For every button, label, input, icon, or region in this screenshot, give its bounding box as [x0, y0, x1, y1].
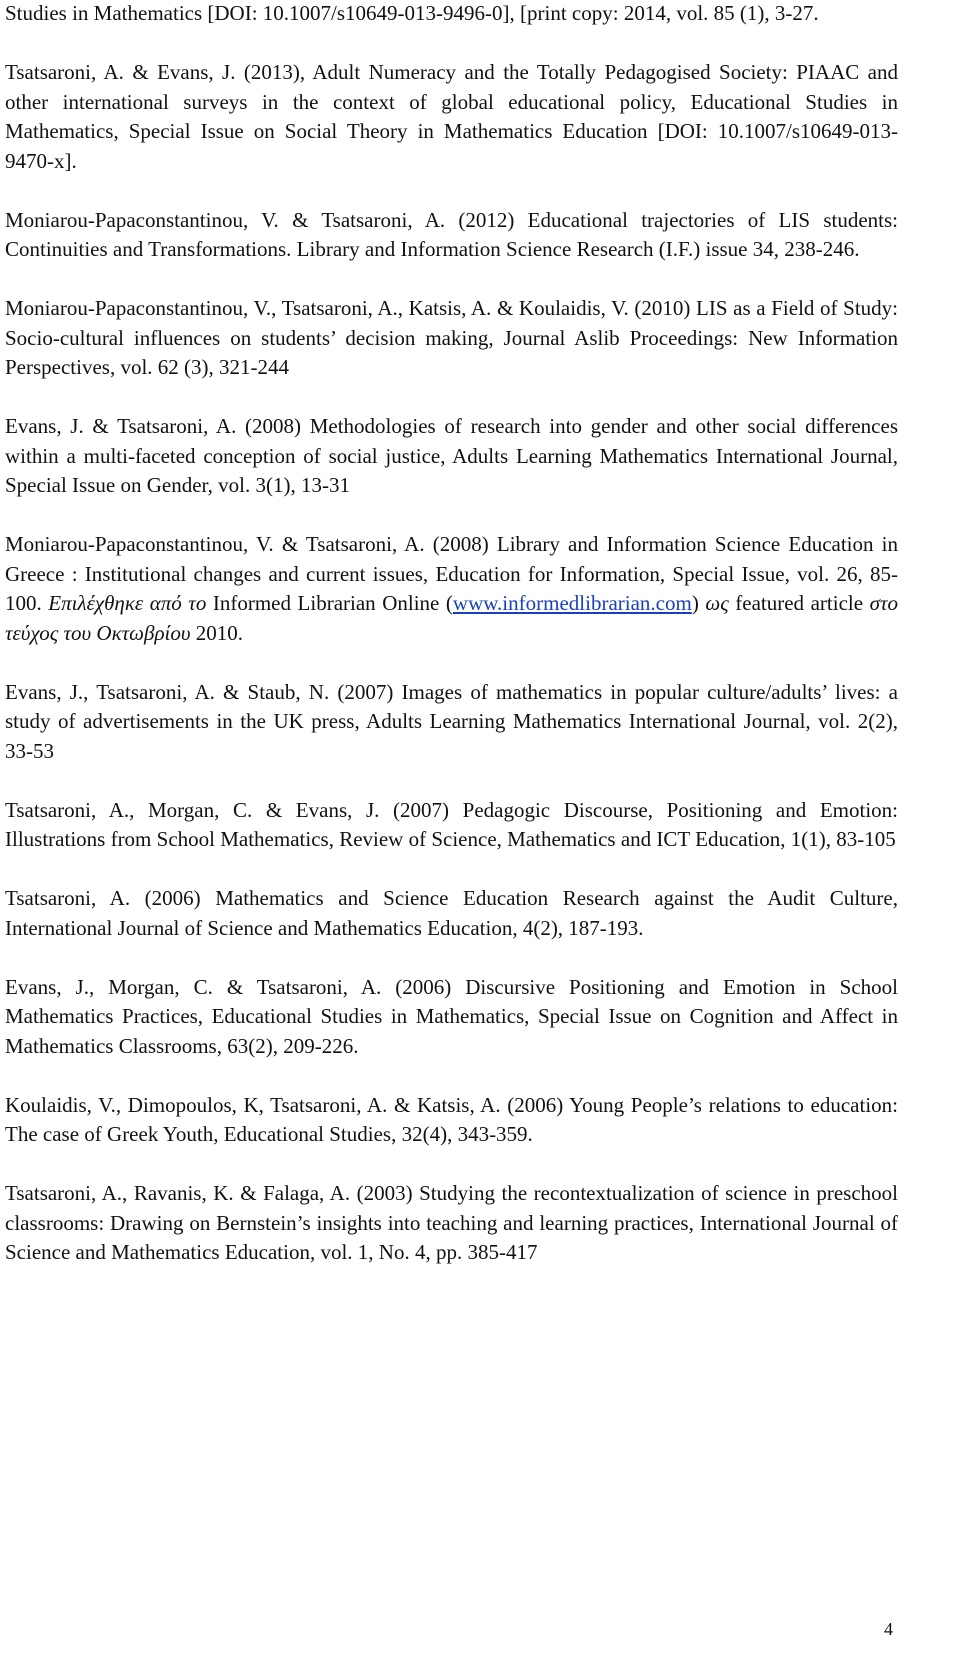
- reference-entry: Moniarou-Papaconstantinou, V. & Tsatsaroni, A. (2012) Educational trajectories of LIS students: Continuities and Transformations. Library and Information Science Research (I.F.) issue 34, 238-246.: [5, 207, 898, 261]
- reference-text: ): [691, 591, 706, 615]
- reference-entry: Evans, J., Tsatsaroni, A. & Staub, N. (2007) Images of mathematics in popular culture/adults’ lives: a study of advertisements in the UK press, Adults Learning Mathematics International Journal, vol. 2(2), 33-53: [5, 679, 898, 763]
- reference-entry: Moniarou-Papaconstantinou, V., Tsatsaroni, A., Katsis, A. & Koulaidis, V. (2010) LIS as a Field of Study: Socio-cultural influences on students’ decision making, Journal Aslib Proceedings: New Information Perspectives, vol. 62 (3), 321-244: [5, 296, 898, 379]
- greek-note: ως: [705, 591, 729, 615]
- page-number: 4: [884, 1619, 893, 1639]
- reference-text: 2010.: [190, 620, 244, 645]
- reference-entry: Tsatsaroni, A. (2006) Mathematics and Science Education Research against the Audit Culture, International Journal of Science and Mathematics Education, 4(2), 187-193.: [5, 886, 898, 940]
- reference-entry: Evans, J., Morgan, C. & Tsatsaroni, A. (2006) Discursive Positioning and Emotion in School Mathematics Practices, Educational Studies in Mathematics, Special Issue on Cognition and Affect in Mathematics Classrooms, 63(2), 209-226.: [5, 974, 898, 1058]
- reference-text: Moniarou-Papaconstantinou, V. & Tsatsaroni, A. (2008) Library and Information Science Education in Greece : Institutional changes and current issues, Education for Information, Special Issue, vol. 26, 85-100.: [5, 532, 898, 615]
- reference-entry: Koulaidis, V., Dimopoulos, K, Tsatsaroni, A. & Katsis, A. (2006) Young People’s relations to education: The case of Greek Youth, Educational Studies, 32(4), 343-359.: [5, 1092, 898, 1146]
- reference-text: Informed Librarian Online (: [206, 591, 453, 615]
- greek-note: στο τεύχος του Οκτωβρίου: [5, 591, 898, 645]
- reference-entry: Studies in Mathematics [DOI: 10.1007/s10649-013-9496-0], [print copy: 2014, vol. 85 (1), 3-27.: [5, 1, 819, 25]
- reference-entry: Tsatsaroni, A., Morgan, C. & Evans, J. (2007) Pedagogic Discourse, Positioning and Emotion: Illustrations from School Mathematics, Review of Science, Mathematics and ICT Education, 1(1), 83-105: [5, 797, 898, 851]
- reference-entry: Tsatsaroni, A., Ravanis, K. & Falaga, A. (2003) Studying the recontextualization of science in preschool classrooms: Drawing on Bernstein’s insights into teaching and learning practices, International Journal of Science and Mathematics Education, vol. 1, No. 4, pp. 385-417: [5, 1181, 898, 1264]
- greek-note: Επιλέχθηκε από το: [48, 591, 207, 615]
- reference-entry: Tsatsaroni, A. & Evans, J. (2013), Adult Numeracy and the Totally Pedagogised Society: PIAAC and other international surveys in the context of global educational policy, Educational Studies in Mathematics, Special Issue on Social Theory in Mathematics Education [DOI: 10.1007/s10649-013-9470-x].: [5, 60, 898, 173]
- reference-entry: [5, 530, 898, 648]
- reference-text: featured article: [728, 591, 870, 615]
- document-page: [5, 0, 898, 1297]
- informedlibrarian-link[interactable]: www.informedlibrarian.com: [452, 591, 692, 615]
- reference-entry: Evans, J. & Tsatsaroni, A. (2008) Methodologies of research into gender and other social differences within a multi-faceted conception of social justice, Adults Learning Mathematics International Journal, Special Issue on Gender, vol. 3(1), 13-31: [5, 414, 898, 497]
